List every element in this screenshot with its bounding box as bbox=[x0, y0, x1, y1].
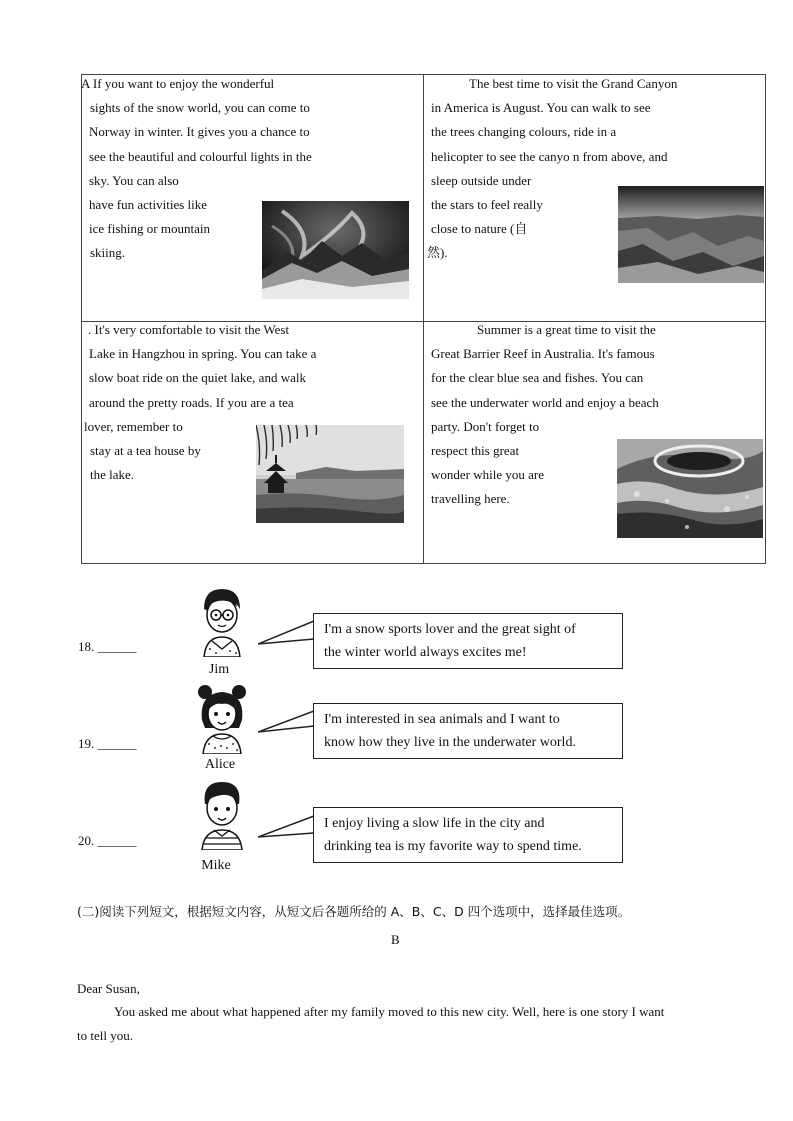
cell-b-line: helicopter to see the canyo n from above, and bbox=[431, 148, 668, 164]
section-instruction: (二)阅读下列短文，根据短文内容，从短文后各题所给的 A、B、C、D 四个选项中，选择最佳选项。 bbox=[77, 904, 631, 919]
alice-speech-bubble bbox=[313, 703, 623, 759]
cell-d-line: travelling here. bbox=[431, 491, 510, 507]
aurora-photo bbox=[262, 201, 409, 299]
mike-speech-line: drinking tea is my favorite way to spend time. bbox=[324, 839, 582, 854]
cell-c-line: slow boat ride on the quiet lake, and walk bbox=[89, 370, 306, 386]
barrier-reef-photo bbox=[617, 439, 763, 538]
cell-d-line: respect this great bbox=[431, 443, 520, 459]
letter-line: You asked me about what happened after my family moved to this new city. Well, here is one story I want bbox=[114, 1004, 665, 1019]
jim-name: Jim bbox=[208, 662, 230, 677]
alice-avatar bbox=[195, 684, 249, 754]
question-20-number[interactable]: 20. ______ bbox=[78, 833, 137, 848]
cell-a-line: skiing. bbox=[90, 245, 126, 261]
question-18-number[interactable]: 18. ______ bbox=[78, 639, 137, 654]
alice-name: Alice bbox=[204, 757, 236, 772]
letter-line: to tell you. bbox=[77, 1028, 133, 1043]
cell-b-line: sleep outside under bbox=[431, 172, 532, 188]
cell-a-line: see the beautiful and colourful lights in the bbox=[89, 148, 312, 164]
grand-canyon-photo bbox=[618, 186, 764, 283]
cell-d-line: party. Don't forget to bbox=[431, 418, 540, 434]
cell-b-line: the stars to feel really bbox=[431, 197, 543, 213]
mike-bubble-tail bbox=[258, 815, 316, 841]
cell-c-line: lover, remember to bbox=[84, 418, 183, 434]
cell-d-line: see the underwater world and enjoy a beach bbox=[431, 394, 659, 410]
mike-speech-line: I enjoy living a slow life in the city and bbox=[324, 816, 545, 831]
mike-speech-bubble bbox=[313, 807, 623, 863]
jim-bubble-tail bbox=[258, 620, 316, 646]
jim-speech-line: I'm a snow sports lover and the great sight of bbox=[324, 622, 576, 637]
passage-label: B bbox=[391, 932, 400, 947]
cell-c-line: . It's very comfortable to visit the West bbox=[88, 322, 290, 337]
cell-a-line: have fun activities like bbox=[89, 197, 208, 213]
jim-speech-bubble bbox=[313, 613, 623, 669]
jim-avatar bbox=[196, 585, 248, 657]
cell-a-line: Norway in winter. It gives you a chance to bbox=[89, 124, 310, 140]
cell-a-line: sky. You can also bbox=[89, 172, 179, 188]
cell-a-line: A If you want to enjoy the wonderful bbox=[81, 76, 275, 91]
question-19-number[interactable]: 19. ______ bbox=[78, 736, 137, 751]
cell-b-line: 然). bbox=[427, 245, 448, 261]
cell-c-line: the lake. bbox=[90, 467, 135, 483]
cell-c-line: Lake in Hangzhou in spring. You can take a bbox=[89, 346, 317, 362]
cell-a-line: ice fishing or mountain bbox=[89, 221, 210, 237]
mike-avatar bbox=[196, 778, 248, 850]
cell-d-line: Great Barrier Reef in Australia. It's famous bbox=[431, 346, 655, 362]
alice-bubble-tail bbox=[258, 710, 316, 736]
alice-speech-line: know how they live in the underwater world. bbox=[324, 735, 576, 750]
cell-c-line: stay at a tea house by bbox=[90, 443, 201, 459]
cell-d-line: for the clear blue sea and fishes. You can bbox=[431, 370, 644, 386]
cell-b-line: the trees changing colours, ride in a bbox=[431, 124, 617, 140]
letter-greeting: Dear Susan, bbox=[77, 981, 140, 996]
cell-b-line: close to nature (自 bbox=[431, 221, 528, 237]
cell-c-line: around the pretty roads. If you are a tea bbox=[89, 394, 294, 410]
jim-speech-line: the winter world always excites me! bbox=[324, 645, 527, 660]
cell-a-line: sights of the snow world, you can come to bbox=[90, 100, 310, 116]
alice-speech-line: I'm interested in sea animals and I want to bbox=[324, 712, 560, 727]
cell-d-line: wonder while you are bbox=[431, 467, 544, 483]
table-divider-vertical bbox=[423, 75, 424, 563]
cell-b-line: in America is August. You can walk to see bbox=[431, 100, 651, 116]
mike-name: Mike bbox=[201, 858, 231, 873]
cell-d-line: Summer is a great time to visit the bbox=[477, 322, 656, 337]
west-lake-photo bbox=[256, 425, 404, 523]
cell-b-line: The best time to visit the Grand Canyon bbox=[469, 76, 678, 91]
